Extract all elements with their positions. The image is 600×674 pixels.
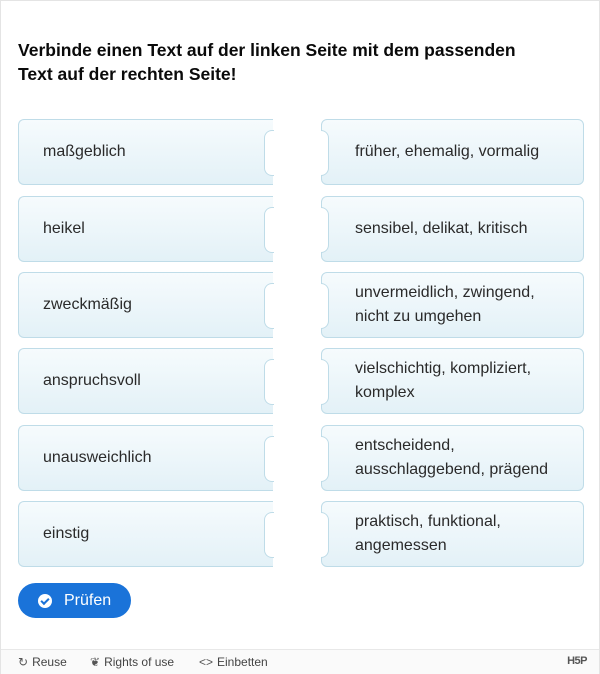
embed-link[interactable] [199,655,268,669]
check-button[interactable] [18,583,131,618]
left-item-6[interactable] [18,501,273,567]
puzzle-tab [321,130,329,176]
left-item-4[interactable] [18,348,273,414]
right-item-line-2: komplex [355,384,415,401]
right-item-text [355,357,531,405]
right-item-line-2: ausschlaggebend, prägend [355,461,549,478]
puzzle-notch [264,283,274,329]
right-item-line-2: nicht zu umgehen [355,308,482,325]
left-item-label: maßgeblich [43,143,126,160]
check-circle-icon [38,594,52,608]
handshake-icon: ❦ [90,655,101,669]
right-item-line-1: früher, ehemalig, vormalig [355,143,540,160]
right-item-text [355,510,501,558]
right-item-text [355,434,548,482]
puzzle-notch [264,207,274,253]
right-item-4[interactable] [321,348,584,414]
right-item-line-1: praktisch, funktional, [355,513,501,530]
code-icon: <> [199,655,214,669]
puzzle-tab [321,436,329,482]
task-description [18,38,578,86]
puzzle-notch [264,130,274,176]
left-item-1[interactable] [18,119,273,185]
left-item-label: einstig [43,525,90,542]
right-item-6[interactable] [321,501,584,567]
h5p-logo[interactable]: H5P [567,655,587,667]
left-item-5[interactable] [18,425,273,491]
left-item-3[interactable] [18,272,273,338]
left-item-label: heikel [43,220,85,237]
reuse-label: Reuse [32,655,67,669]
rights-of-use-label: Rights of use [104,655,175,669]
right-item-text [355,281,535,329]
right-item-line-1: unvermeidlich, zwingend, [355,284,535,301]
left-item-label: unausweichlich [43,449,152,466]
right-item-3[interactable] [321,272,584,338]
left-item-label: anspruchsvoll [43,372,141,389]
puzzle-tab [321,512,329,558]
reuse-icon: ↻ [18,655,29,669]
task-line-1: Verbinde einen Text auf der linken Seite mit dem passenden [18,40,516,60]
embed-label: Einbetten [217,655,268,669]
right-item-text [355,140,539,164]
left-item-2[interactable] [18,196,273,262]
right-item-line-1: entscheidend, [355,437,455,454]
right-item-line-1: vielschichtig, kompliziert, [355,360,532,377]
right-item-5[interactable] [321,425,584,491]
right-item-text [355,217,528,241]
right-item-2[interactable] [321,196,584,262]
reuse-link[interactable] [18,655,67,669]
left-item-label: zweckmäßig [43,296,132,313]
puzzle-tab [321,283,329,329]
footer-bar [1,649,599,674]
check-button-label: Prüfen [64,591,112,609]
puzzle-notch [264,436,274,482]
puzzle-tab [321,359,329,405]
rights-of-use-link[interactable] [90,655,174,669]
right-item-line-2: angemessen [355,537,447,554]
puzzle-notch [264,359,274,405]
right-item-1[interactable] [321,119,584,185]
task-line-2: Text auf der rechten Seite! [18,64,237,84]
right-item-line-1: sensibel, delikat, kritisch [355,220,528,237]
puzzle-notch [264,512,274,558]
puzzle-tab [321,207,329,253]
